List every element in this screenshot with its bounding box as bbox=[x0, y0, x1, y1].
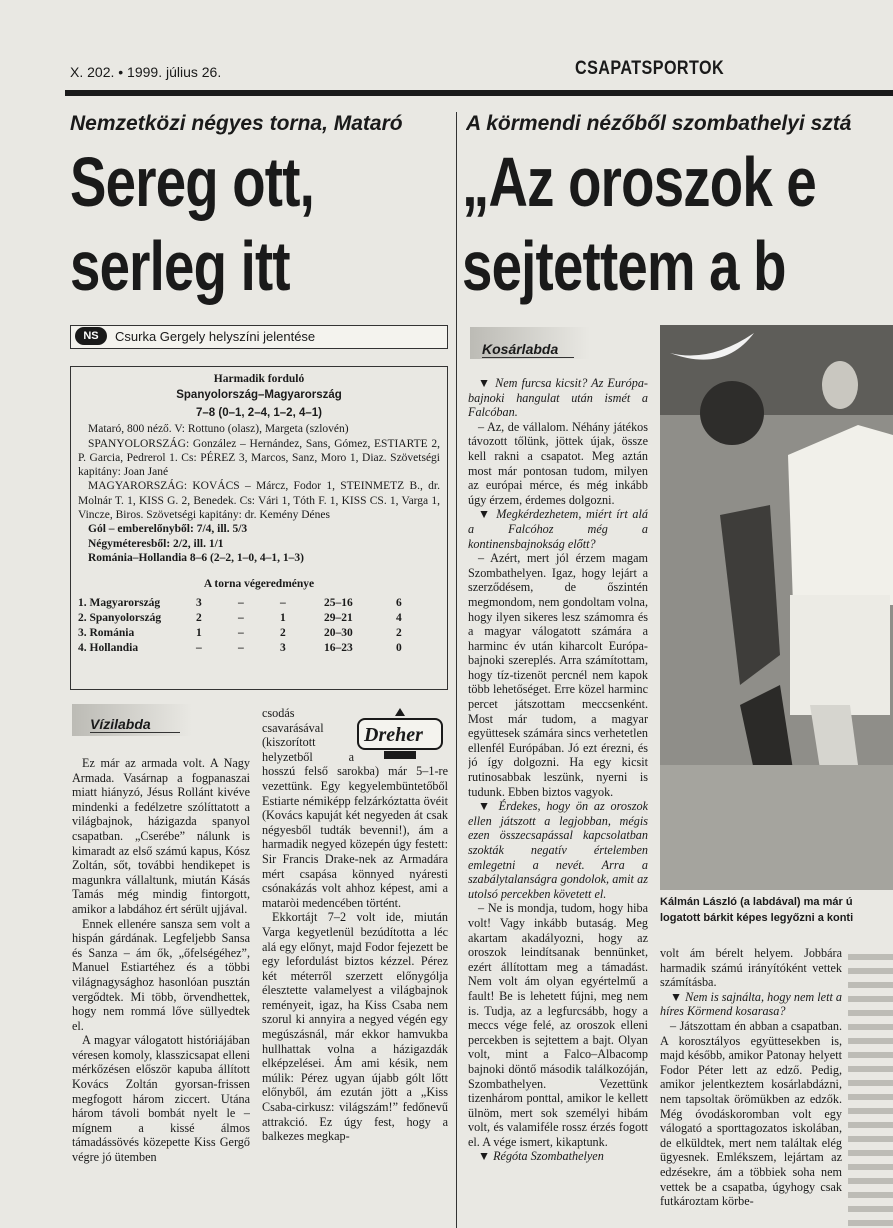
ns-logo: NS bbox=[75, 327, 107, 345]
paragraph: Ekkortájt 7–2 volt ide, miután Varga kegyetlenül bezúdította a léc alá egy előnyt, majd Fodor fejezett be egy lefordulást biztos kézzel. Pérez két méterről szerzett előnygólja élesztette valamelyest a világbajnok reményeit, igaz, ha Kiss Csaba nem szorul ki annyira a negyed végén egy megúszásnál, már ekkor hamvukba hullhattak volna a házigazdák elképzelései. Ám ami késik, nem múlik: Pérez ugyan újabb gólt lőtt előnyből, ám ezután jött a „Kiss Csaba-cirkusz: világszám!” fedőnevű attrakció. Ez úgy fest, hogy a balkezes megkap- bbox=[262, 910, 448, 1144]
left-headline-line2: serleg itt bbox=[70, 227, 290, 305]
basketball-player-image bbox=[660, 325, 893, 890]
right-kicker: A körmendi nézőből szombathelyi sztá bbox=[466, 112, 852, 135]
column-divider bbox=[456, 112, 457, 1228]
standings-title: A torna végeredménye bbox=[203, 578, 315, 591]
right-headline-clip bbox=[462, 150, 893, 320]
goals-penalty: Négyméteresből: 2/2, ill. 1/1 bbox=[88, 537, 224, 550]
answer: – Ne is mondja, tudom, hogy hiba volt! Vagy inkább butaság. Meg akartam akadályozni, hogy az oroszok leindítsanak bennünket, ezért állítottam meg a támadást. Nem volt ám olyan egyértelmű a fault! Be is lehetett fújni, meg nem is. Tudja, az a legfurcsább, hogy a meccs vége felé, az oroszok elleni percekben is sejtettem a bajt. Olyan volt, mint a Falco–Albacomp bajnoki döntő második találkozóján, Szombathelyen. Vezettünk tizenhárom ponttal, amikor le kellett ülnöm, mert sok személyi hibám volt, és valamiféle rossz érzés fogott el. A vége ismert, kikaptunk. bbox=[468, 901, 648, 1149]
answer: – Az, de vállalom. Néhány játékos távozott tőlünk, jöttek újak, össze kell rakni a csapatot. Meg aztán most már pontosan tudom, milyen az európai mérce, és még inkább úgy érzem, érdemes dolgozni. bbox=[468, 419, 648, 507]
interview-col1 bbox=[468, 376, 648, 1228]
question: ▼ Megkérdezhetem, miért írt alá a Falcóhoz még a kontinensbajnokság előtt? bbox=[468, 507, 648, 551]
player-photo bbox=[660, 325, 893, 890]
table-row: 3. Románia 1 – 2 20–30 2 bbox=[78, 627, 402, 640]
hungary-lineup: MAGYARORSZÁG: KOVÁCS – Márcz, Fodor 1, STEINMETZ B., dr. Molnár T. 1, KISS G. 2, Benedek. Cs: Vári 1, Tóth F. 1, KISS CS. 1, Varga 1, Vincze, Biros. Szövetségi kapitány: dr. Kemény Dénes bbox=[78, 480, 440, 522]
match-title: Spanyolország–Magyarország bbox=[176, 389, 342, 402]
left-kicker: Nemzetközi négyes torna, Mataró bbox=[70, 112, 403, 135]
standings-table bbox=[78, 596, 438, 656]
table-row: 1. Magyarország 3 – – 25–16 6 bbox=[78, 597, 402, 610]
results-box bbox=[70, 366, 448, 690]
caption-line: Kálmán László (a labdával) ma már ú bbox=[660, 896, 853, 908]
section-tag-waterpolo: Vízilabda bbox=[90, 716, 180, 733]
waterpolo-col1 bbox=[72, 756, 250, 1228]
left-headline-line1: Sereg ott, bbox=[70, 143, 315, 221]
paragraph: csodás csavarásával (kiszorított helyzetből a hosszú felső sarokba) már 5–1-re vezettünk. Egy kegyelembüntetőből Estiarte némiképp felzárkóztatta övéit (Kovács kapuját két negyeden át csak négyesből tudták bevenni!), ám a harmadik negyed közepén úgy festett: Sir Francis Drake-nek az Armadára mért csapása könnyed nyáresti csónakázás volt ahhoz képest, ami a mataròi medencében történt. bbox=[262, 706, 448, 910]
table-row: 2. Spanyolország 2 – 1 29–21 4 bbox=[78, 612, 402, 625]
dreher-text: Dreher bbox=[364, 724, 423, 746]
paragraph: Ez már az armada volt. A Nagy Armada. Vasárnap a fogpanaszai miatt hiányzó, Jésus Rollánt kivéve mindenki a fedélzetre szólíttatott a világbajnok, házigazda spanyol csapatban. „Cserébe” nálunk is kimaradt az első számú kapus, Kósz Zoltán, sőt, további hendikepet is magunkra vállaltunk, miután Kásás Tamás még mindig fintorgott, amikor a labdához ért sérült ujjával. bbox=[72, 756, 250, 916]
byline bbox=[70, 325, 448, 349]
question: ▼ Nem furcsa kicsit? Az Európa-bajnoki hangulat után ismét a Falcóban. bbox=[468, 376, 648, 420]
cut-off-column bbox=[848, 946, 893, 1228]
section-header: CSAPATSPORTOK bbox=[575, 58, 725, 79]
spain-lineup: SPANYOLORSZÁG: González – Hernández, Sans, Gómez, ESTIARTE 2, P. Garcia, Pedrerol 1. Cs: PÉREZ 3, Marcos, Sanz, Moro 1, Diaz. Szövetségi kapitány: Joan Jané bbox=[78, 437, 440, 479]
question: ▼ Nem is sajnálta, hogy nem lett a híres Körmend kosarasa? bbox=[660, 989, 842, 1019]
byline-text: Csurka Gergely helyszíni jelentése bbox=[115, 329, 316, 344]
goals-power-play: Gól – emberelőnyből: 7/4, ill. 5/3 bbox=[88, 523, 248, 536]
paragraph: Ennek ellenére sanszа sem volt a hispán gárdának. Legfeljebb Sansa és Sanza – ám ők, „őfelségéhez”, Manuel Estiartéhez és a többi világnagysághoz hasonlóan pusztán vergődtek. Mi több, örvendhettek, hogy nem rommá lőve süllyedtek el. bbox=[72, 916, 250, 1033]
answer: – Azért, mert jól érzem magam Szombathelyen. Igaz, hogy lejárt a szerződésem, de őszintén megmondom, nem gondoltam volna, hogy ilyen sikeres lesz számomra és a magyar válogatott számára a harminc év után kiharcolt Európa-bajnoki szereplés. Arra számítottam, hogy tíz-tizenöt percnél nem kapok több lehetőséget. Erre közel harminc percet játszottam meccsenként. Most már tudom, a magyar együttesek számára sincs verhetetlen ellenfél Európában. Jó ezt érezni, és jó így dolgozni. Ha egy kicsit rutinosabbak leszünk, nyerni is tudunk. Ebben biztos vagyok. bbox=[468, 551, 648, 799]
right-headline-line2: sejtettem a b bbox=[462, 227, 786, 305]
interview-col2 bbox=[660, 946, 842, 1228]
top-rule bbox=[65, 90, 893, 96]
caption-line: logatott bárkit képes legyőzni a konti bbox=[660, 912, 854, 924]
match-score: 7–8 (0–1, 2–4, 1–2, 4–1) bbox=[196, 407, 322, 420]
table-row: 4. Hollandia – – 3 16–23 0 bbox=[78, 642, 402, 655]
issue-date: X. 202. • 1999. július 26. bbox=[70, 64, 222, 80]
match-venue: Mataró, 800 néző. V: Rottuno (olasz), Margeta (szlovén) bbox=[88, 423, 349, 436]
waterpolo-col2 bbox=[262, 706, 448, 1228]
round-title: Harmadik forduló bbox=[213, 373, 305, 385]
section-tag-basketball: Kosárlabda bbox=[482, 341, 574, 358]
other-result: Románia–Hollandia 8–6 (2–2, 1–0, 4–1, 1–3) bbox=[88, 551, 304, 564]
answer: – Játszottam én abban a csapatban. A korosztályos együttesekben is, majd később, amikor Patonay helyett Fodor Péter lett az edző. Pedig, amikor jelentkeztem kosárlabdázni, nem tapsoltak örömükben az edzők. Még óvodáskoromban volt egy válogató a sporttagozatos iskolában, de elküldtek, mert nem találtak elég ügyesnek. Emlékszem, lejártam az edzésekre, ám a többiek soha nem vettek be a csapatba, úgyhogy csak futkároztam körbe- bbox=[660, 1018, 842, 1209]
right-headline-line1: „Az oroszok e bbox=[462, 150, 816, 221]
photo-caption bbox=[660, 894, 893, 926]
paragraph: A magyar válogatott históriájában véresen komoly, klasszicsapat elleni mérkőzésen először kapuba állított Kovács Zoltán gyorsan-frissen megfogott három ziccert. Utána három távoli bombát nyelt le – mígnem a kissé álmos támadássövés közepette Kiss Gergő végre jó ütemben bbox=[72, 1033, 250, 1165]
question: ▼ Érdekes, hogy ön az oroszok ellen játszott a legjobban, mégis ezen összecsapással kapcsolatban szokták negatív értelemben emlegetni a nevét. Arra a szabálytalanságra gondolok, amit az utolsó percekben követett el. bbox=[468, 799, 648, 901]
answer: volt ám bérelt helyem. Jobbára harmadik számú irányítóként vettek számításba. bbox=[660, 946, 842, 990]
question: ▼ Régóta Szombathelyen bbox=[478, 1149, 604, 1164]
